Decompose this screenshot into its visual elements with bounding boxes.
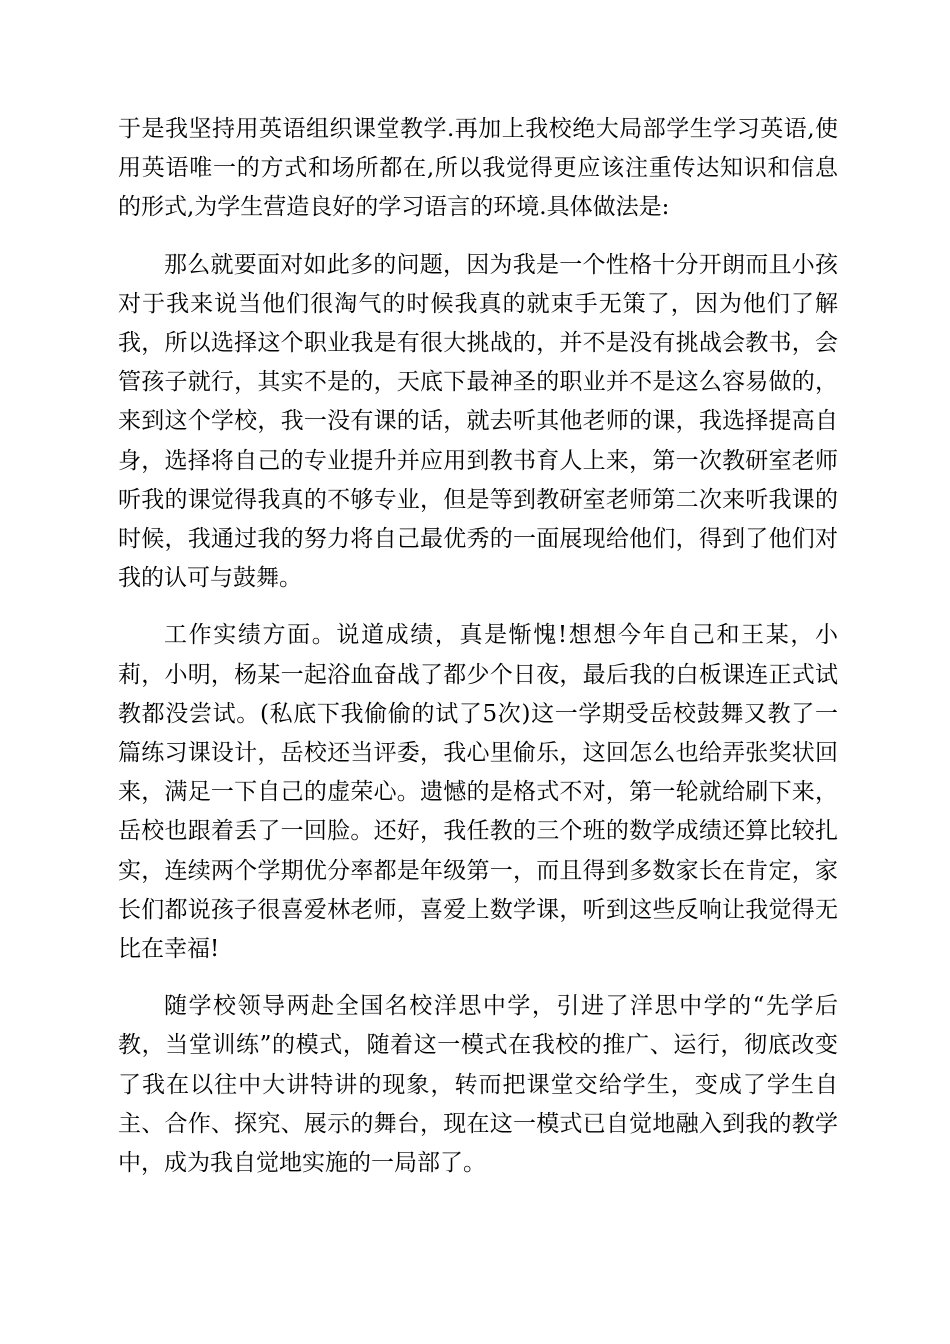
paragraph-1: 于是我坚持用英语组织课堂教学.再加上我校绝大局部学生学习英语,使用英语唯一的方式和场所都在,所以我觉得更应该注重传达知识和信息的形式,为学生营造良好的学习语言的环境.具体做法是: bbox=[118, 116, 838, 221]
paragraph-4: 随学校领导两赴全国名校洋思中学，引进了洋思中学的“先学后教，当堂训练”的模式，随着这一模式在我校的推广、运行，彻底改变了我在以往中大讲特讲的现象，转而把课堂交给学生，变成了学生自主、合作、探究、展示的舞台，现在这一模式已自觉地融入到我的教学中，成为我自觉地实施的一局部了。 bbox=[118, 993, 838, 1177]
paragraph-3: 工作实绩方面。说道成绩，真是惭愧!想想今年自己和王某，小莉，小明，杨某一起浴血奋战了都少个日夜，最后我的白板课连正式试教都没尝试。(私底下我偷偷的试了5次)这一学期受岳校鼓舞又教了一篇练习课设计，岳校还当评委，我心里偷乐，这回怎么也给弄张奖状回来，满足一下自己的虚荣心。遗憾的是格式不对，第一轮就给刷下来，岳校也跟着丢了一回脸。还好，我任教的三个班的数学成绩还算比较扎实，连续两个学期优分率都是年级第一，而且得到多数家长在肯定，家长们都说孩子很喜爱林老师，喜爱上数学课，听到这些反响让我觉得无比在幸福! bbox=[118, 622, 838, 963]
document-page bbox=[118, 110, 838, 1201]
paragraph-2: 那么就要面对如此多的问题，因为我是一个性格十分开朗而且小孩对于我来说当他们很淘气的时候我真的就束手无策了，因为他们了解我，所以选择这个职业我是有很大挑战的，并不是没有挑战会教书，会管孩子就行，其实不是的，天底下最神圣的职业并不是这么容易做的，来到这个学校，我一没有课的话，就去听其他老师的课，我选择提高自身，选择将自己的专业提升并应用到教书育人上来，第一次教研室老师听我的课觉得我真的不够专业，但是等到教研室老师第二次来听我课的时候，我通过我的努力将自己最优秀的一面展现给他们，得到了他们对我的认可与鼓舞。 bbox=[118, 251, 838, 592]
